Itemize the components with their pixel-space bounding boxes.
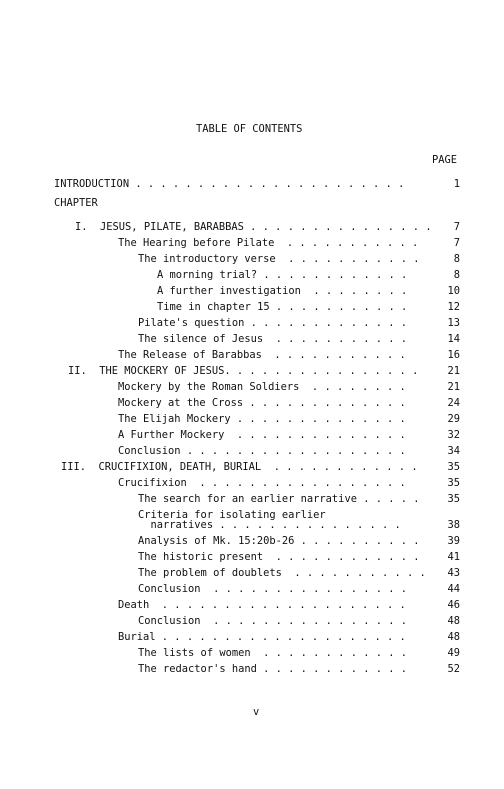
toc-page-number: 16 (447, 349, 460, 361)
toc-entry: The search for an earlier narrative . . . . . (138, 493, 420, 505)
toc-entry: Mockery by the Roman Soldiers . . . . . . . . (118, 381, 406, 393)
toc-page-number: 12 (447, 301, 460, 313)
toc-page-number: 49 (447, 647, 460, 659)
toc-page-number: 43 (447, 567, 460, 579)
toc-entry: Pilate's question . . . . . . . . . . . . . (138, 317, 407, 329)
toc-page-number: 14 (447, 333, 460, 345)
toc-entry-chapter-3: III. CRUCIFIXION, DEATH, BURIAL . . . . . . . . . . . . (61, 461, 418, 473)
toc-page-number: 13 (447, 317, 460, 329)
toc-page-number: 46 (447, 599, 460, 611)
toc-entry: Crucifixion . . . . . . . . . . . . . . . . . (118, 477, 406, 489)
toc-page-number: 34 (447, 445, 460, 457)
toc-entry: The problem of doublets . . . . . . . . . . . (138, 567, 426, 579)
toc-entry: The silence of Jesus . . . . . . . . . . . (138, 333, 407, 345)
toc-page-number: 35 (447, 461, 460, 473)
toc-page-number: 8 (453, 269, 460, 281)
toc-page-number: 1 (453, 178, 460, 190)
toc-entry: Time in chapter 15 . . . . . . . . . . . (157, 301, 408, 313)
toc-page-number: 39 (447, 535, 460, 547)
toc-page-number: 21 (447, 381, 460, 393)
toc-entry: The Elijah Mockery . . . . . . . . . . . . . . (118, 413, 406, 425)
toc-heading: TABLE OF CONTENTS (196, 123, 303, 135)
toc-page-number: 10 (447, 285, 460, 297)
toc-entry: Conclusion . . . . . . . . . . . . . . . . (138, 583, 407, 595)
toc-entry: A morning trial? . . . . . . . . . . . . (157, 269, 408, 281)
toc-page-number: 24 (447, 397, 460, 409)
toc-entry: Death . . . . . . . . . . . . . . . . . . . . (118, 599, 406, 611)
toc-entry-introduction: INTRODUCTION . . . . . . . . . . . . . . . . . . . . . . (54, 178, 405, 190)
toc-entry-chapter-2: II. THE MOCKERY OF JESUS. . . . . . . . . . . . . . . . (68, 365, 419, 377)
footer-page-number: v (253, 706, 260, 718)
toc-entry: The introductory verse . . . . . . . . . . . (138, 253, 420, 265)
toc-entry: A Further Mockery . . . . . . . . . . . . . . (118, 429, 406, 441)
toc-page-number: 29 (447, 413, 460, 425)
toc-entry: The redactor's hand . . . . . . . . . . . . (138, 663, 407, 675)
toc-entry-chapter-1: I. JESUS, PILATE, BARABBAS . . . . . . . . . . . . . . . (75, 221, 432, 233)
toc-entry: Analysis of Mk. 15:20b-26 . . . . . . . . . . (138, 535, 420, 547)
toc-page-number: 48 (447, 615, 460, 627)
toc-page-number: 52 (447, 663, 460, 675)
toc-entry: A further investigation . . . . . . . . (157, 285, 408, 297)
toc-entry: narratives . . . . . . . . . . . . . . . (138, 519, 401, 531)
toc-page-number: 38 (447, 519, 460, 531)
toc-page-number: 41 (447, 551, 460, 563)
toc-entry: The Release of Barabbas . . . . . . . . . . . (118, 349, 406, 361)
toc-entry: The lists of women . . . . . . . . . . . . (138, 647, 407, 659)
toc-entry: Conclusion . . . . . . . . . . . . . . . . . . (118, 445, 406, 457)
toc-page-number: 21 (447, 365, 460, 377)
toc-page-number: 44 (447, 583, 460, 595)
toc-entry: Burial . . . . . . . . . . . . . . . . . . . . (118, 631, 406, 643)
toc-entry: Mockery at the Cross . . . . . . . . . . . . . (118, 397, 406, 409)
toc-page-number: 7 (453, 221, 460, 233)
page-column-label: PAGE (432, 154, 458, 166)
chapter-label: CHAPTER (54, 197, 98, 209)
toc-page-number: 8 (453, 253, 460, 265)
toc-page-number: 35 (447, 477, 460, 489)
toc-entry: Conclusion . . . . . . . . . . . . . . . . (138, 615, 407, 627)
toc-entry: Criteria for isolating earlier (138, 509, 326, 521)
toc-entry: The Hearing before Pilate . . . . . . . . . . . (118, 237, 419, 249)
toc-page-number: 7 (453, 237, 460, 249)
toc-entry: The historic present . . . . . . . . . . . . (138, 551, 420, 563)
toc-page-number: 48 (447, 631, 460, 643)
toc-page-number: 32 (447, 429, 460, 441)
toc-page-number: 35 (447, 493, 460, 505)
